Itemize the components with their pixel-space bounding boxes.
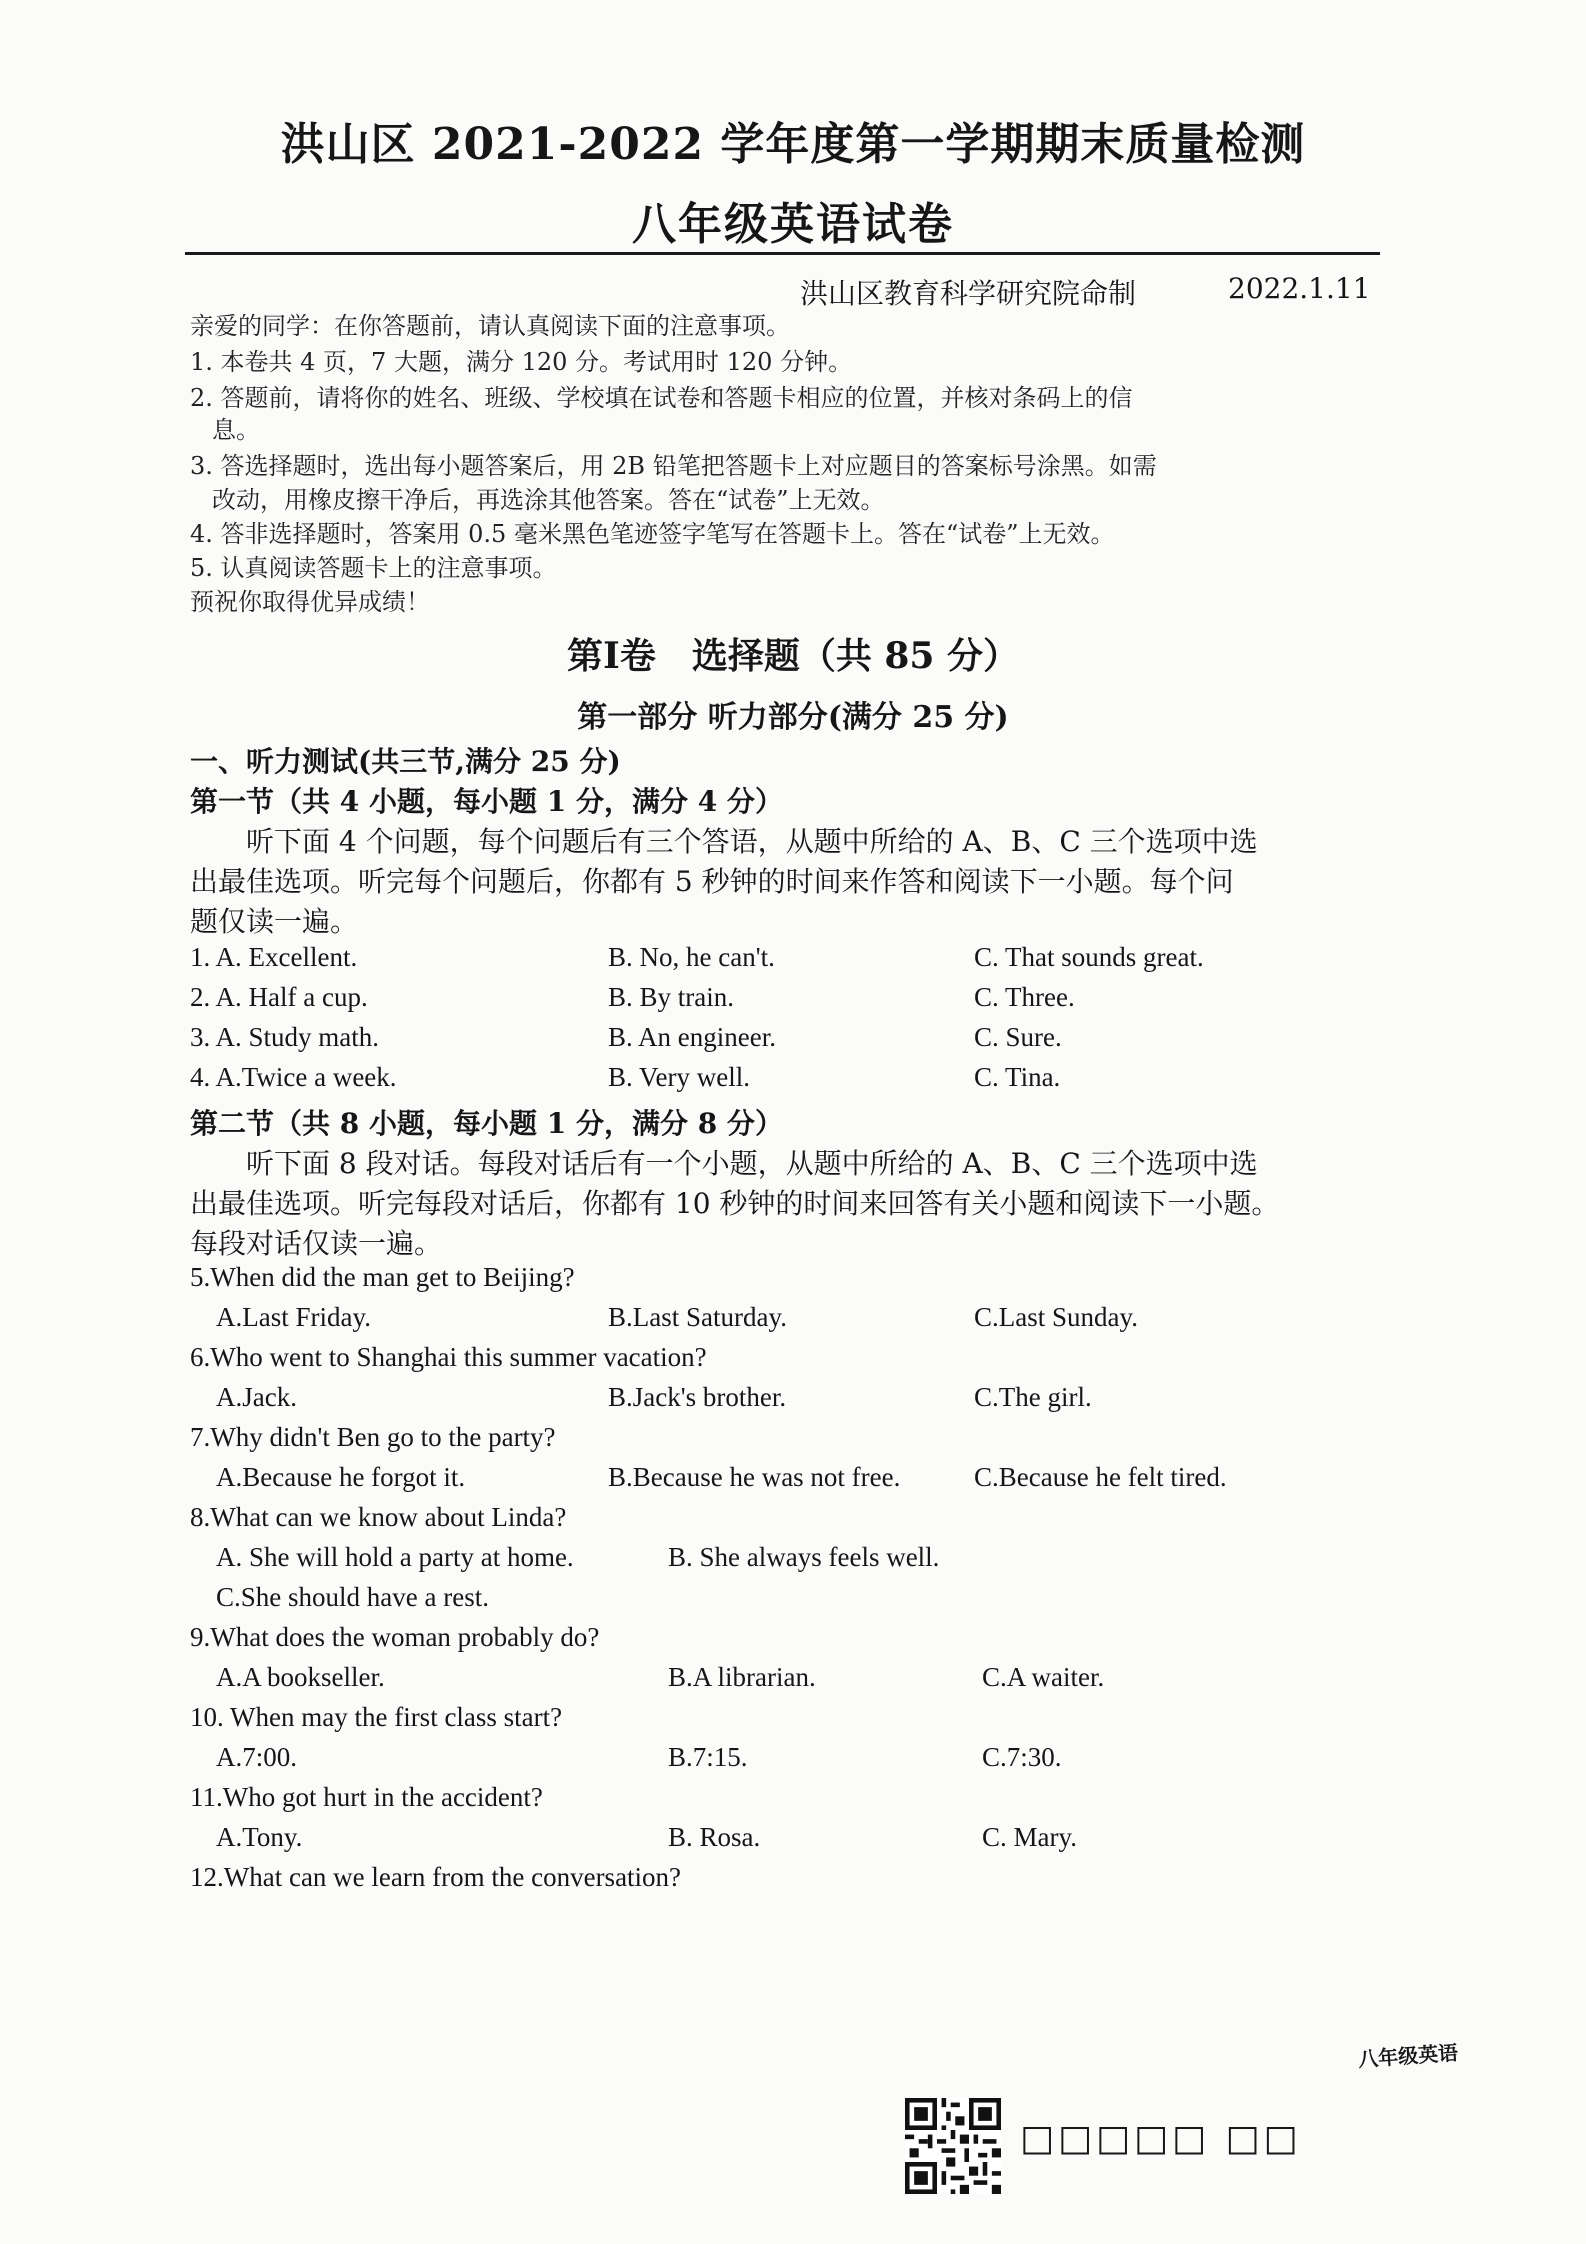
option-a: 3. A. Study math. — [190, 1022, 380, 1052]
notice-line: 1. 本卷共 4 页，7 大题，满分 120 分。考试用时 120 分钟。 — [190, 348, 853, 376]
option-a: 4. A.Twice a week. — [190, 1062, 397, 1092]
option-c: C. Mary. — [982, 1822, 1077, 1852]
notice-line: 改动，用橡皮擦干净后，再选涂其他答案。答在“试卷”上无效。 — [212, 486, 885, 514]
instruction-line: 题仅读一遍。 — [190, 905, 359, 938]
option-c: C.7:30. — [982, 1742, 1062, 1772]
option-b: B.7:15. — [668, 1742, 748, 1772]
notice-line: 4. 答非选择题时，答案用 0.5 毫米黑色笔迹签字笔写在答题卡上。答在“试卷”上无效。 — [190, 520, 1115, 548]
option-b: B. She always feels well. — [668, 1542, 940, 1572]
instruction-line: 听下面 8 段对话。每段对话后有一个小题，从题中所给的 A、B、C 三个选项中选 — [190, 1147, 1258, 1180]
part-heading: 一、听力测试(共三节,满分 25 分) — [190, 745, 621, 778]
option-a: A.Jack. — [216, 1382, 297, 1412]
option-c: C.She should have a rest. — [216, 1582, 489, 1612]
qr-code-icon — [905, 2098, 1001, 2194]
question: 5.When did the man get to Beijing? — [190, 1262, 575, 1292]
exam-subtitle: 八年级英语试卷 — [632, 199, 954, 250]
option-a: A.7:00. — [216, 1742, 297, 1772]
option-a: A.Because he forgot it. — [216, 1462, 466, 1492]
question: 10. When may the first class start? — [190, 1702, 563, 1732]
instruction-line: 出最佳选项。听完每段对话后，你都有 10 秒钟的时间来回答有关小题和阅读下一小题。 — [190, 1187, 1280, 1220]
page-footer-label: 八年级英语 — [1357, 2040, 1459, 2072]
option-b: B.Last Saturday. — [608, 1302, 787, 1332]
question: 6.Who went to Shanghai this summer vacation? — [190, 1342, 707, 1372]
option-b: B. An engineer. — [608, 1022, 776, 1052]
option-c: C.A waiter. — [982, 1662, 1105, 1692]
instruction-line: 出最佳选项。听完每个问题后，你都有 5 秒钟的时间来作答和阅读下一小题。每个问 — [190, 865, 1234, 898]
notice-line: 亲爱的同学：在你答题前，请认真阅读下面的注意事项。 — [190, 312, 790, 340]
header-rule — [185, 252, 1380, 255]
subsection-heading: 第一节（共 4 小题，每小题 1 分，满分 4 分） — [190, 785, 783, 818]
subsection-heading: 第二节（共 8 小题，每小题 1 分，满分 8 分） — [190, 1107, 783, 1140]
question: 9.What does the woman probably do? — [190, 1622, 600, 1652]
notice-line: 5. 认真阅读答题卡上的注意事项。 — [190, 554, 557, 582]
option-b: B. No, he can't. — [608, 942, 775, 972]
issuer: 洪山区教育科学研究院命制 — [800, 277, 1137, 310]
notice-line: 预祝你取得优异成绩！ — [190, 588, 430, 616]
option-c: C.Last Sunday. — [974, 1302, 1138, 1332]
option-c: C. Three. — [974, 982, 1075, 1012]
option-a: 1. A. Excellent. — [190, 942, 358, 972]
notice-line: 息。 — [212, 416, 260, 444]
section-title: 第Ⅰ卷 选择题（共 85 分） — [566, 635, 1019, 677]
option-b: B.A librarian. — [668, 1662, 816, 1692]
option-b: B. By train. — [608, 982, 734, 1012]
exam-date: 2022.1.11 — [1228, 272, 1371, 305]
question: 7.Why didn't Ben go to the party? — [190, 1422, 556, 1452]
option-c: C.The girl. — [974, 1382, 1092, 1412]
option-c: C. That sounds great. — [974, 942, 1204, 972]
exam-title: 洪山区 2021-2022 学年度第一学期期末质量检测 — [280, 119, 1306, 170]
question: 11.Who got hurt in the accident? — [190, 1782, 543, 1812]
notice-line: 2. 答题前，请将你的姓名、班级、学校填在试卷和答题卡相应的位置，并核对条码上的信 — [190, 384, 1133, 412]
option-b: B. Rosa. — [668, 1822, 761, 1852]
option-b: B.Because he was not free. — [608, 1462, 901, 1492]
instruction-line: 听下面 4 个问题，每个问题后有三个答语，从题中所给的 A、B、C 三个选项中选 — [190, 825, 1258, 858]
option-b: B.Jack's brother. — [608, 1382, 787, 1412]
option-a: A.Last Friday. — [216, 1302, 371, 1332]
question: 8.What can we know about Linda? — [190, 1502, 567, 1532]
option-a: A.A bookseller. — [216, 1662, 385, 1692]
option-c: C. Tina. — [974, 1062, 1061, 1092]
notice-line: 3. 答选择题时，选出每小题答案后，用 2B 铅笔把答题卡上对应题目的答案标号涂黑。如需 — [190, 452, 1157, 480]
option-c: C. Sure. — [974, 1022, 1062, 1052]
instruction-line: 每段对话仅读一遍。 — [190, 1227, 443, 1260]
option-a: A. She will hold a party at home. — [216, 1542, 574, 1572]
part-title: 第一部分 听力部分(满分 25 分) — [577, 700, 1009, 735]
question: 12.What can we learn from the conversation? — [190, 1862, 682, 1892]
option-b: B. Very well. — [608, 1062, 750, 1092]
option-c: C.Because he felt tired. — [974, 1462, 1227, 1492]
scan-footer-text: □□□□□ □□ — [1020, 2118, 1302, 2159]
option-a: A.Tony. — [216, 1822, 303, 1852]
option-a: 2. A. Half a cup. — [190, 982, 368, 1012]
